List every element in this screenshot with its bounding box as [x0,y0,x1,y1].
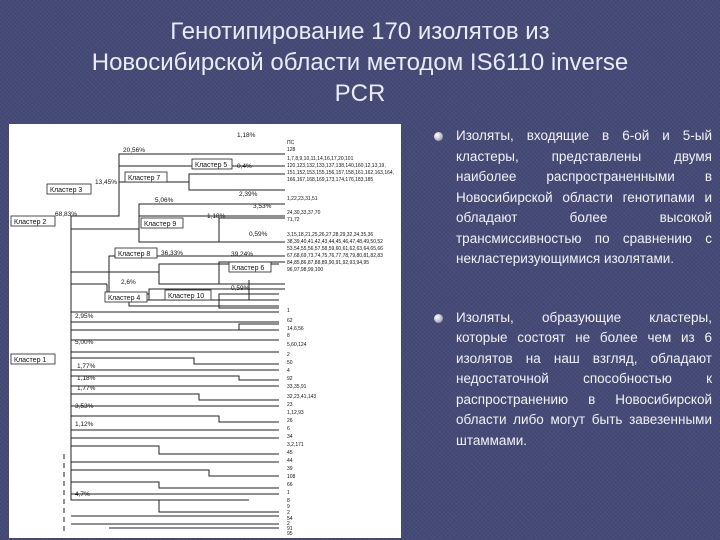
isolate-line: 91 [287,526,293,532]
isolate-line: 9 [287,504,290,510]
isolate-list [287,140,394,537]
percent-label: 3,53% [75,403,94,410]
isolate-line: 1,12,93 [287,410,304,416]
isolate-line: 3,15,18,21,25,26,27,28,29,32,34,35,36 [287,232,374,238]
bullet-item [432,126,712,270]
isolate-line: 24,30,33,37,70 [287,210,321,216]
percent-label: 20,56% [123,147,146,154]
isolate-line: 95 [287,531,293,537]
percent-label: 5,00% [75,339,94,346]
bullet-text: Изоляты, входящие в 6-ой и 5-ый кластеры, представлены двумя наиболее распространенными в Новосибирской области генотипами и обладают более высокой трансмиссивностью по сравнению с некластеризующимися изолятами. [456,128,712,266]
isolate-line: 6 [287,426,290,432]
cluster-label: Кластер 2 [14,219,47,226]
isolate-line: 67,68,69,73,74,75,76,77,78,79,80,81,82,83 [287,253,383,259]
isolate-line: 4 [287,368,290,374]
percent-label: 1,18% [237,132,256,139]
isolate-line: 53,54,55,56,57,58,59,60,61,62,63,64,65,66 [287,246,383,252]
isolate-line: 8 [287,333,290,339]
isolate-line: 38,39,40,41,42,43,44,45,46,47,48,49,50,52 [287,239,383,245]
percent-label: 13,45% [95,179,118,186]
percent-label: 0,59% [249,231,268,238]
title-line-3: PCR [334,80,386,107]
isolate-line: 5,60,124 [287,342,307,348]
percent-label: 68,83% [55,211,78,218]
isolate-line: 45 [287,450,293,456]
isolate-line: 96,97,98,99,100 [287,267,324,273]
isolate-line: 2 [287,521,290,527]
isolate-line: 1 [287,308,290,314]
cluster-label: Кластер 10 [168,293,205,300]
cluster-label: Кластер 5 [195,162,228,169]
percent-label: 1,77% [77,385,96,392]
isolate-line: 39 [287,466,293,472]
isolate-line: 8 [287,498,290,504]
percent-label: 39,24% [231,251,254,258]
cluster-label: Кластер 6 [232,265,265,272]
isolate-line: 14,6,56 [287,326,304,332]
cluster-label: Кластер 8 [118,251,151,258]
percent-label: 1,18% [77,375,96,382]
percent-label: 1,12% [75,421,94,428]
isolate-line: 54 [287,516,293,522]
isolate-line: 23 [287,402,293,408]
percent-label: 36,33% [161,250,184,257]
percent-label: 1,77% [77,363,96,370]
isolate-line: 84,85,86,87,88,89,90,91,92,93,94,95 [287,260,370,266]
isolate-line: 1 [287,490,290,496]
percent-label: 1,18% [207,213,226,220]
percent-label: 5,06% [155,197,174,204]
isolate-line: 1,22,23,31,51 [287,196,318,202]
isolate-line: 26 [287,418,293,424]
isolate-line: 2 [287,352,290,358]
isolate-line: 120,123,132,133,137,138,140,160,12,13,19, [287,163,386,169]
bullet-icon [434,314,443,323]
percent-label: 0,4% [237,163,252,170]
isolate-line: 108 [287,474,296,480]
cluster-label: Кластер 9 [144,221,177,228]
dendrogram-svg [9,124,401,538]
percent-label: 2,39% [239,191,258,198]
cluster-label: Кластер 3 [50,187,83,194]
bullet-list [432,126,712,451]
slide-title [20,16,700,109]
isolate-line: 92 [287,376,293,382]
isolate-line: 50 [287,360,293,366]
bullet-text: Изоляты, образующие кластеры, которые состоят не более чем из 6 изолятов на наш взгляд, обладают недостаточной способностью к распространению в Новосибирской области либо могут быть завезенными штаммами. [456,309,712,448]
dendrogram-figure [9,124,401,538]
percent-label: 2,6% [121,279,136,286]
isolate-line: 3,2,171 [287,442,304,448]
isolate-line: 166,167,168,169,173,174,176,183,185 [287,177,374,183]
percent-label: 3,53% [253,203,272,210]
isolate-line: 128 [287,147,296,153]
isolate-line: 44 [287,458,293,464]
bullet-item [432,308,712,452]
title-line-2: Новосибирской области методом IS6110 inverse [91,49,629,76]
percent-label: 4,7% [75,491,90,498]
isolate-line: 34 [287,434,293,440]
isolate-line: 33,35,91 [287,384,307,390]
percent-label: 0,59% [231,285,250,292]
cluster-label: Кластер 1 [14,357,47,364]
cluster-label: Кластер 4 [108,295,141,302]
isolate-line: 151,152,153,155,156,157,158,161,162,163,164, [287,170,395,176]
percent-label: 2,95% [75,313,94,320]
isolate-line: 71,72 [287,217,300,223]
tree-lines [64,154,285,534]
title-line-1: Генотипирование 170 изолятов из [170,18,550,45]
isolate-line: 62 [287,318,293,324]
isolate-line: 1,7,8,9,10,11,14,16,17,20,101 [287,156,354,162]
isolate-line: 32,23,41,143 [287,394,317,400]
bullet-icon [434,132,443,141]
isolate-line: 2 [287,510,290,516]
isolate-line: ПС [287,140,295,146]
isolate-line: 66 [287,482,293,488]
cluster-label: Кластер 7 [128,175,161,182]
